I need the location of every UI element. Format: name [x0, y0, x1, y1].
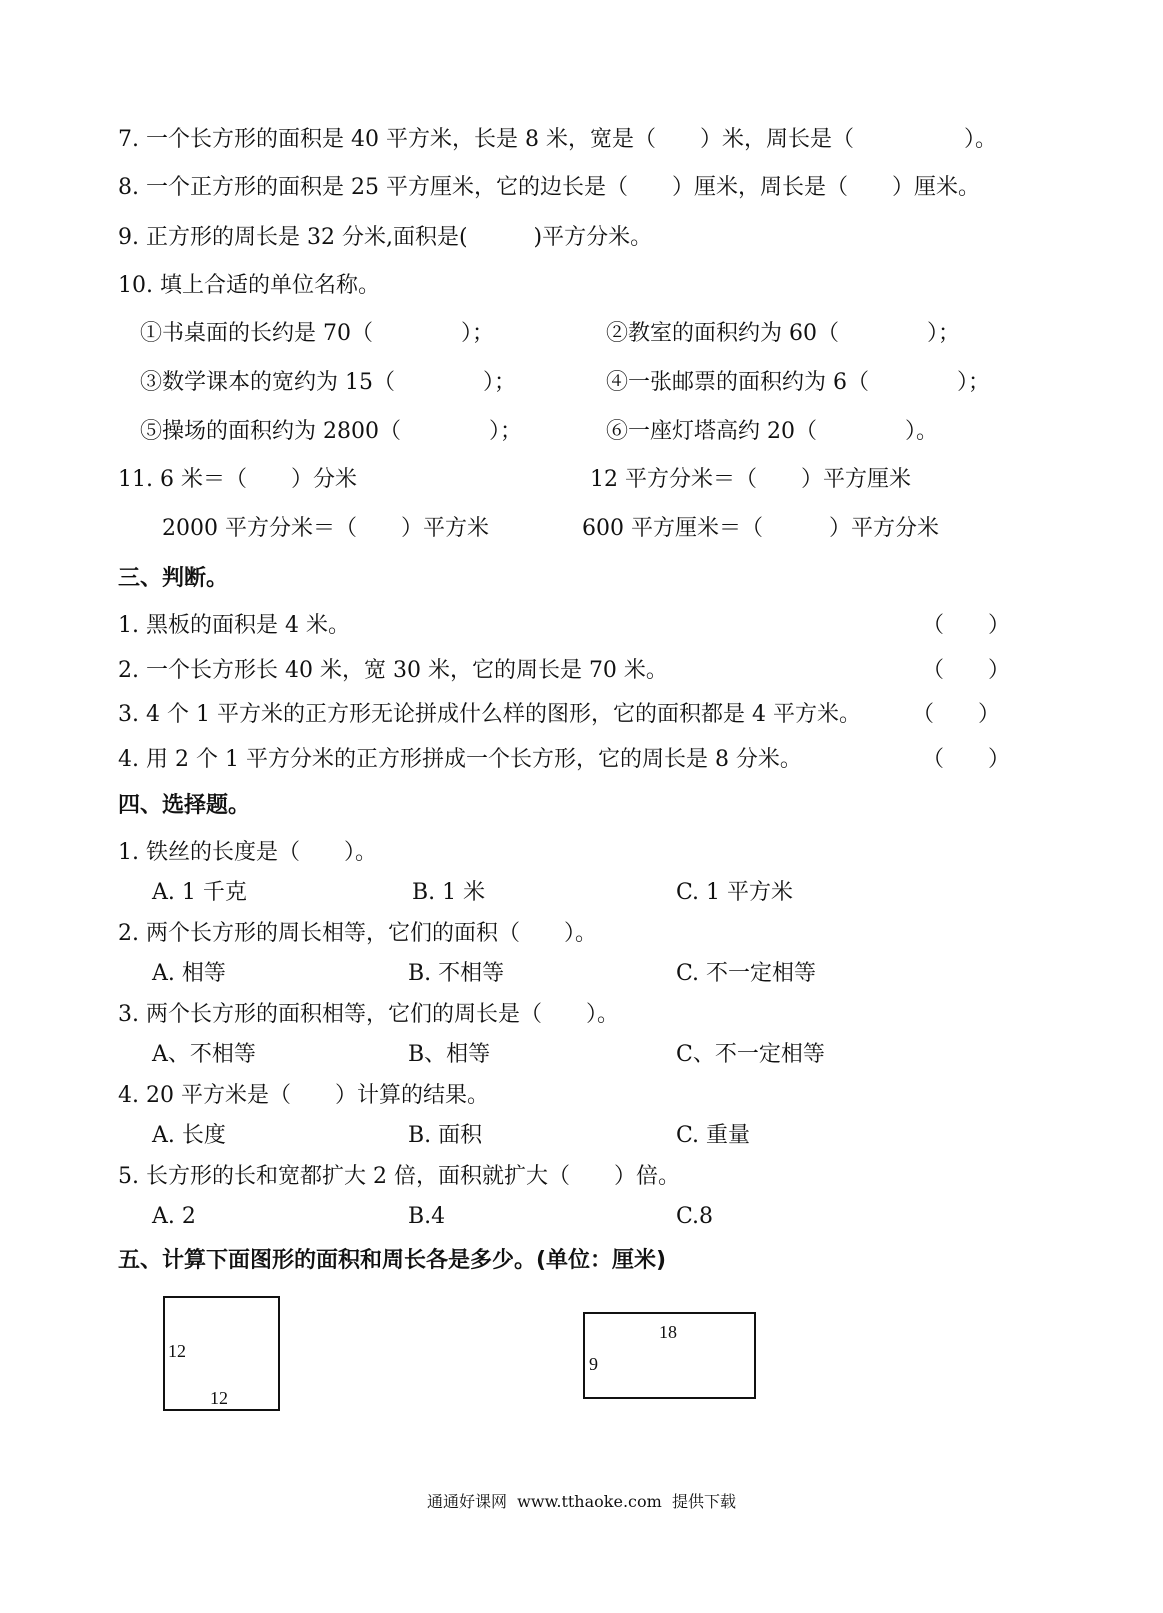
- choice-4-option-c: C. 重量: [676, 1123, 751, 1148]
- choice-question-4: 4. 20 平方米是（ ）计算的结果。: [118, 1083, 489, 1108]
- unit-item-3: ③数学课本的宽约为 15（ ）；: [140, 370, 516, 395]
- unit-item-4: ④一张邮票的面积约为 6（ ）；: [606, 370, 990, 395]
- choice-heading: 四、选择题。: [118, 793, 251, 818]
- rectangle-figure: [583, 1312, 756, 1399]
- choice-4-option-a: A. 长度: [152, 1123, 226, 1148]
- choice-2-option-c: C. 不一定相等: [676, 961, 817, 986]
- question-9: 9. 正方形的周长是 32 分米,面积是( )平方分米。: [118, 225, 653, 250]
- choice-question-2: 2. 两个长方形的周长相等，它们的面积（ ）。: [118, 921, 597, 946]
- choice-4-option-b: B. 面积: [408, 1123, 483, 1148]
- question-11-b: 12 平方分米＝（ ）平方厘米: [590, 467, 911, 492]
- question-7: 7. 一个长方形的面积是 40 平方米，长是 8 米，宽是（ ）米，周长是（ ）。: [118, 127, 997, 152]
- judge-bracket-4: （ ）: [922, 747, 1011, 772]
- choice-1-option-a: A. 1 千克: [152, 880, 247, 905]
- choice-1-option-b: B. 1 米: [412, 880, 486, 905]
- calc-heading: 五、计算下面图形的面积和周长各是多少。(单位：厘米): [118, 1248, 667, 1273]
- square-figure: [163, 1296, 280, 1411]
- unit-item-1: ①书桌面的长约是 70（ ）；: [140, 321, 494, 346]
- rectangle-width-label: 9: [589, 1354, 598, 1374]
- choice-question-5: 5. 长方形的长和宽都扩大 2 倍，面积就扩大（ ）倍。: [118, 1164, 680, 1189]
- judge-item-4: 4. 用 2 个 1 平方分米的正方形拼成一个长方形，它的周长是 8 分米。: [118, 747, 802, 772]
- judge-item-3: 3. 4 个 1 平方米的正方形无论拼成什么样的图形，它的面积都是 4 平方米。: [118, 702, 861, 727]
- choice-3-option-c: C、不一定相等: [676, 1042, 825, 1067]
- unit-item-6: ⑥一座灯塔高约 20（ ）。: [606, 419, 938, 444]
- judge-bracket-1: （ ）: [922, 613, 1011, 638]
- unit-item-5: ⑤操场的面积约为 2800（ ）；: [140, 419, 522, 444]
- judge-heading: 三、判断。: [118, 566, 229, 591]
- square-side-label-bottom: 12: [210, 1388, 228, 1408]
- choice-5-option-a: A. 2: [152, 1204, 196, 1229]
- judge-bracket-2: （ ）: [922, 658, 1011, 683]
- choice-2-option-b: B. 不相等: [408, 961, 505, 986]
- choice-5-option-c: C.8: [676, 1204, 714, 1229]
- choice-question-3: 3. 两个长方形的面积相等，它们的周长是（ ）。: [118, 1002, 619, 1027]
- question-11-d: 600 平方厘米＝（ ）平方分米: [582, 516, 939, 541]
- rectangle-length-label: 18: [659, 1322, 677, 1342]
- question-8: 8. 一个正方形的面积是 25 平方厘米，它的边长是（ ）厘米，周长是（ ）厘米。: [118, 175, 980, 200]
- page-footer: 通通好课网 www.tthaoke.com 提供下载: [427, 1492, 736, 1511]
- choice-3-option-b: B、相等: [408, 1042, 491, 1067]
- choice-1-option-c: C. 1 平方米: [676, 880, 794, 905]
- choice-3-option-a: A、不相等: [152, 1042, 256, 1067]
- judge-item-1: 1. 黑板的面积是 4 米。: [118, 613, 350, 638]
- question-11-a: 11. 6 米＝（ ）分米: [118, 467, 357, 492]
- choice-question-1: 1. 铁丝的长度是（ ）。: [118, 840, 377, 865]
- judge-bracket-3: （ ）: [912, 702, 1001, 727]
- question-11-c: 2000 平方分米＝（ ）平方米: [162, 516, 489, 541]
- question-10: 10. 填上合适的单位名称。: [118, 273, 380, 298]
- judge-item-2: 2. 一个长方形长 40 米，宽 30 米，它的周长是 70 米。: [118, 658, 668, 683]
- square-side-label-left: 12: [168, 1341, 186, 1361]
- unit-item-2: ②教室的面积约为 60（ ）；: [606, 321, 960, 346]
- choice-2-option-a: A. 相等: [152, 961, 226, 986]
- choice-5-option-b: B.4: [408, 1204, 446, 1229]
